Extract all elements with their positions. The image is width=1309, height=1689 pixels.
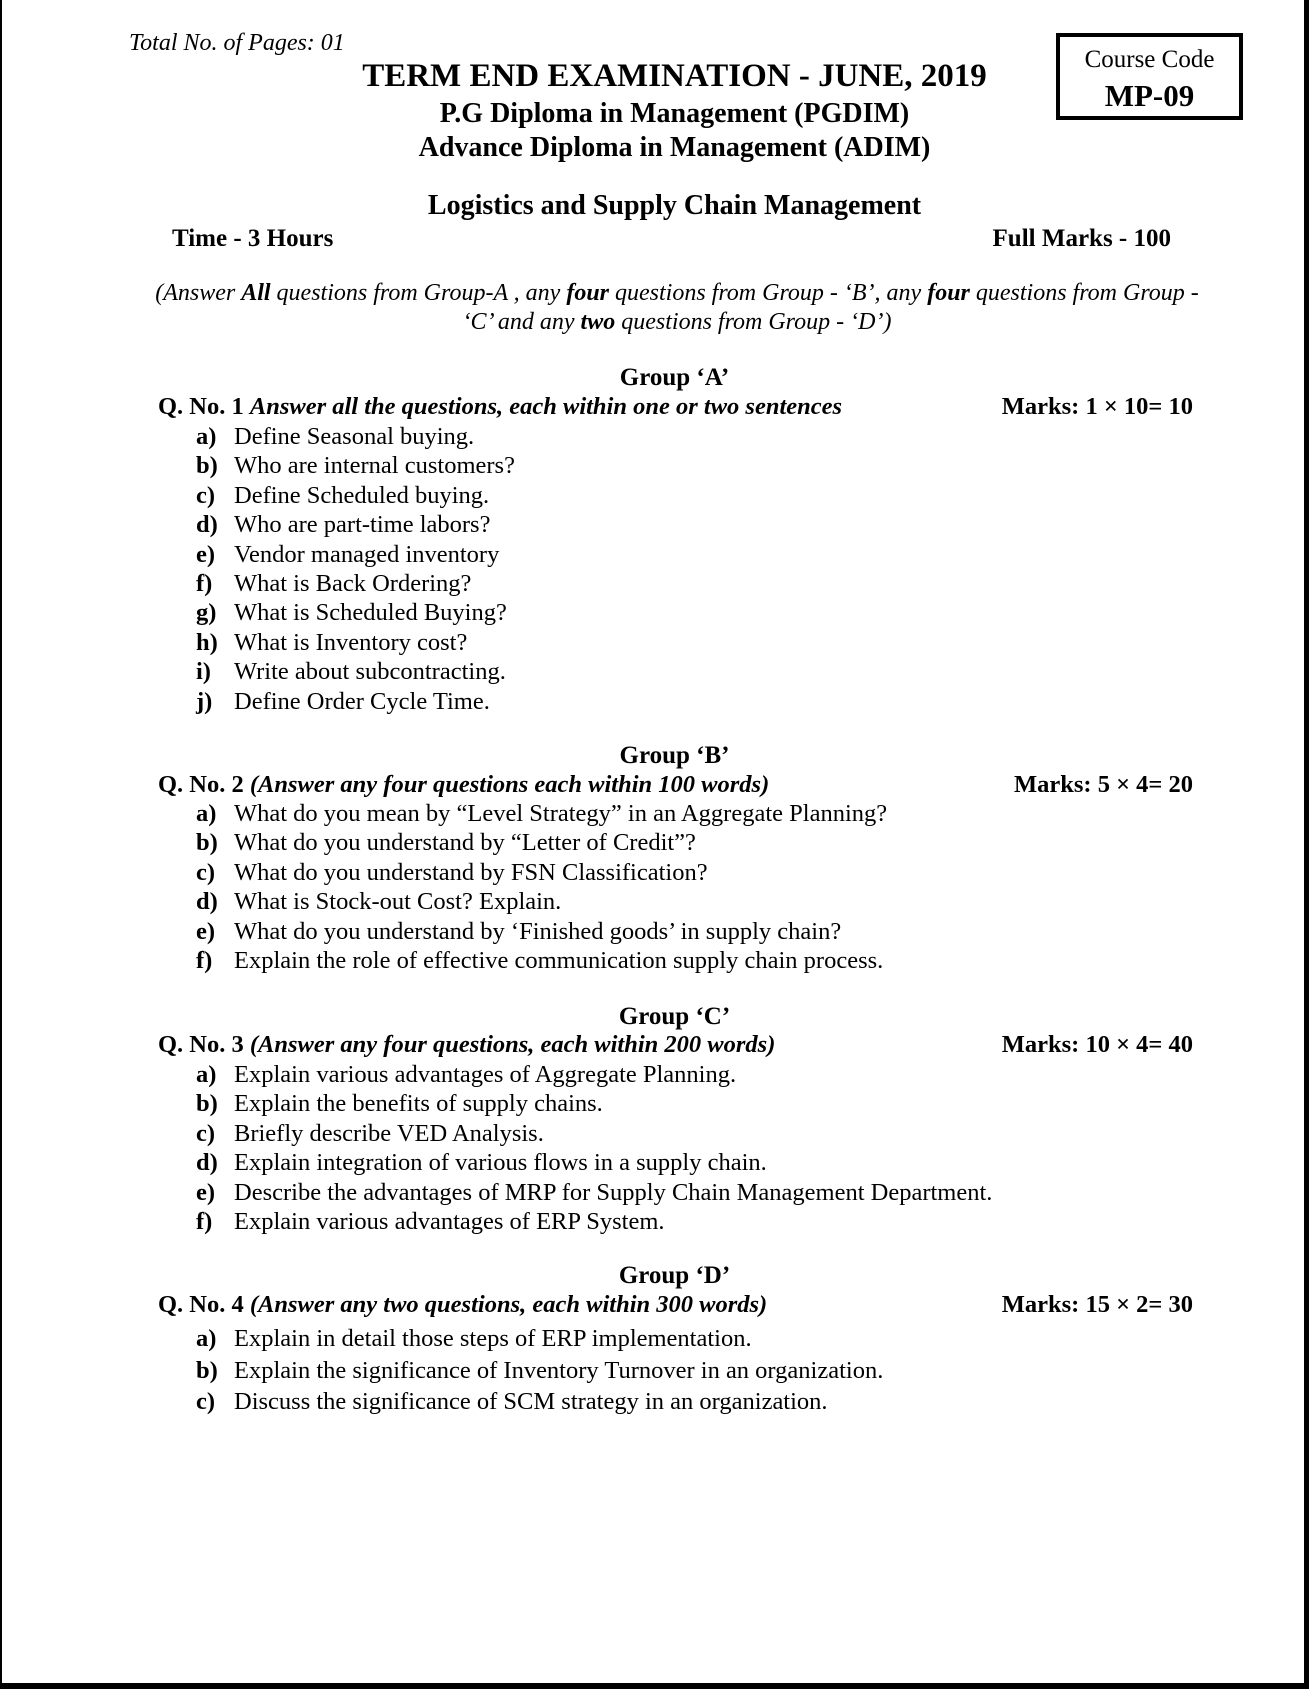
question-item [196,799,887,828]
item-label: e) [196,1178,216,1206]
question-item [196,628,515,657]
question-item [196,687,515,716]
instr-text: questions from Group - ‘B’, any [609,280,928,306]
question-marks: Marks: 10 × 4= 40 [1001,1031,1193,1058]
question-item [196,422,515,451]
item-text: Define Seasonal buying. [234,423,475,450]
question-items [196,1060,992,1236]
group-heading: Group ‘B’ [619,742,730,769]
instructions [152,279,1202,337]
time-allowed: Time - 3 Hours [172,225,334,252]
question-item [196,858,887,887]
question-item [196,917,887,946]
question-text [158,1293,767,1318]
program-pgdim: P.G Diploma in Management (PGDIM) [439,98,910,129]
item-text: Explain various advantages of ERP System. [234,1207,665,1235]
instr-emph: four [927,280,970,306]
total-pages: Total No. of Pages: 01 [129,30,345,56]
item-text: Who are part-time labors? [234,511,491,539]
question-item [196,540,515,569]
item-label: a) [196,423,217,450]
question-number: Q. No. 2 [158,771,244,798]
course-code-label: Course Code [1084,46,1215,73]
item-label: e) [196,540,216,568]
item-text: Discuss the significance of SCM strategy in an organization. [234,1388,828,1415]
item-label: d) [196,888,218,916]
question-item [196,1089,992,1118]
item-text: Explain the benefits of supply chains. [234,1090,603,1118]
item-text: Explain the significance of Inventory Turnover in an organization. [234,1356,884,1384]
item-text: What do you understand by “Letter of Credit”? [234,829,696,857]
item-label: g) [196,599,217,627]
item-label: c) [196,858,216,886]
instr-emph: two [580,309,616,335]
item-text: What do you understand by FSN Classification? [234,858,708,886]
question-item [196,1386,883,1418]
question-item [196,1355,883,1387]
question-items [196,799,887,975]
instr-text: questions from Group - ‘C’ and any [462,280,1199,335]
group-heading: Group ‘C’ [618,1003,731,1030]
item-label: c) [196,1119,216,1147]
subject-title: Logistics and Supply Chain Management [427,190,922,221]
item-text: What is Back Ordering? [234,569,472,597]
question-instruction: (Answer any four questions, each within 200 words) [249,1031,776,1058]
question-number: Q. No. 4 [158,1291,244,1318]
item-text: What do you understand by ‘Finished goods’ in supply chain? [234,917,842,945]
item-text: Write about subcontracting. [234,658,506,686]
item-label: f) [196,1207,213,1235]
question-item [196,481,515,510]
question-item [196,1119,992,1148]
item-label: j) [196,687,213,715]
item-label: b) [196,829,218,857]
exam-title: TERM END EXAMINATION - JUNE, 2019 [362,58,987,94]
instr-emph: four [566,280,610,306]
question-text [158,773,769,798]
question-item [196,1323,883,1355]
item-label: i) [196,658,211,686]
item-text: Explain in detail those steps of ERP implementation. [234,1325,752,1352]
item-label: a) [196,1061,217,1088]
item-text: Explain integration of various flows in a supply chain. [234,1149,767,1177]
question-line [158,773,1193,798]
question-item [196,1060,992,1089]
item-label: c) [196,481,216,509]
item-text: Vendor managed inventory [234,540,500,568]
question-text [158,1033,775,1058]
course-code-box [1056,33,1243,120]
question-item [196,828,887,857]
question-item [196,1148,992,1177]
item-text: Define Order Cycle Time. [234,687,490,715]
question-line [158,1033,1193,1058]
item-label: e) [196,917,216,945]
instr-emph: All [241,280,271,306]
item-label: b) [196,1090,218,1118]
item-label: d) [196,511,218,539]
item-text: Define Scheduled buying. [234,481,490,509]
question-item [196,887,887,916]
question-item [196,1207,992,1236]
item-text: What is Inventory cost? [234,628,468,656]
question-items [196,422,515,716]
item-label: h) [196,628,218,656]
question-item [196,451,515,480]
question-text [158,395,842,420]
group-heading: Group ‘D’ [618,1262,731,1289]
question-item [196,657,515,686]
item-label: f) [196,569,213,597]
question-instruction: (Answer any four questions each within 100 words) [249,771,770,798]
item-label: d) [196,1149,218,1177]
item-text: What do you mean by “Level Strategy” in an Aggregate Planning? [234,800,888,827]
question-number: Q. No. 1 [158,393,244,420]
program-adim: Advance Diploma in Management (ADIM) [418,132,931,163]
instr-text: questions from Group - ‘D’) [615,309,892,335]
question-item [196,598,515,627]
item-text: Who are internal customers? [234,452,515,480]
question-line [158,1293,1193,1318]
item-text: What is Stock-out Cost? Explain. [234,888,562,916]
question-item [196,1178,992,1207]
item-text: Briefly describe VED Analysis. [234,1119,544,1147]
question-marks: Marks: 1 × 10= 10 [1001,393,1193,420]
question-marks: Marks: 15 × 2= 30 [1001,1291,1193,1318]
instr-text: (Answer [155,280,242,306]
item-label: a) [196,800,217,827]
item-text: Describe the advantages of MRP for Supply Chain Management Department. [234,1178,993,1206]
question-instruction: (Answer any two questions, each within 300 words) [249,1291,768,1318]
item-label: b) [196,452,218,480]
question-items [196,1323,883,1418]
course-code: MP-09 [1104,78,1195,113]
question-line [158,395,1193,420]
instr-text: questions from Group-A , any [270,280,567,306]
question-item [196,946,887,975]
item-label: f) [196,946,213,974]
group-heading: Group ‘A’ [619,364,730,391]
question-instruction: Answer all the questions, each within one or two sentences [249,393,843,420]
question-marks: Marks: 5 × 4= 20 [1014,771,1193,798]
item-label: b) [196,1356,218,1384]
full-marks: Full Marks - 100 [992,225,1171,252]
item-label: a) [196,1325,217,1352]
question-item [196,569,515,598]
question-item [196,510,515,539]
item-text: Explain various advantages of Aggregate Planning. [234,1061,737,1088]
item-text: Explain the role of effective communication supply chain process. [234,946,884,974]
item-text: What is Scheduled Buying? [234,599,507,627]
question-number: Q. No. 3 [158,1031,244,1058]
item-label: c) [196,1388,216,1415]
